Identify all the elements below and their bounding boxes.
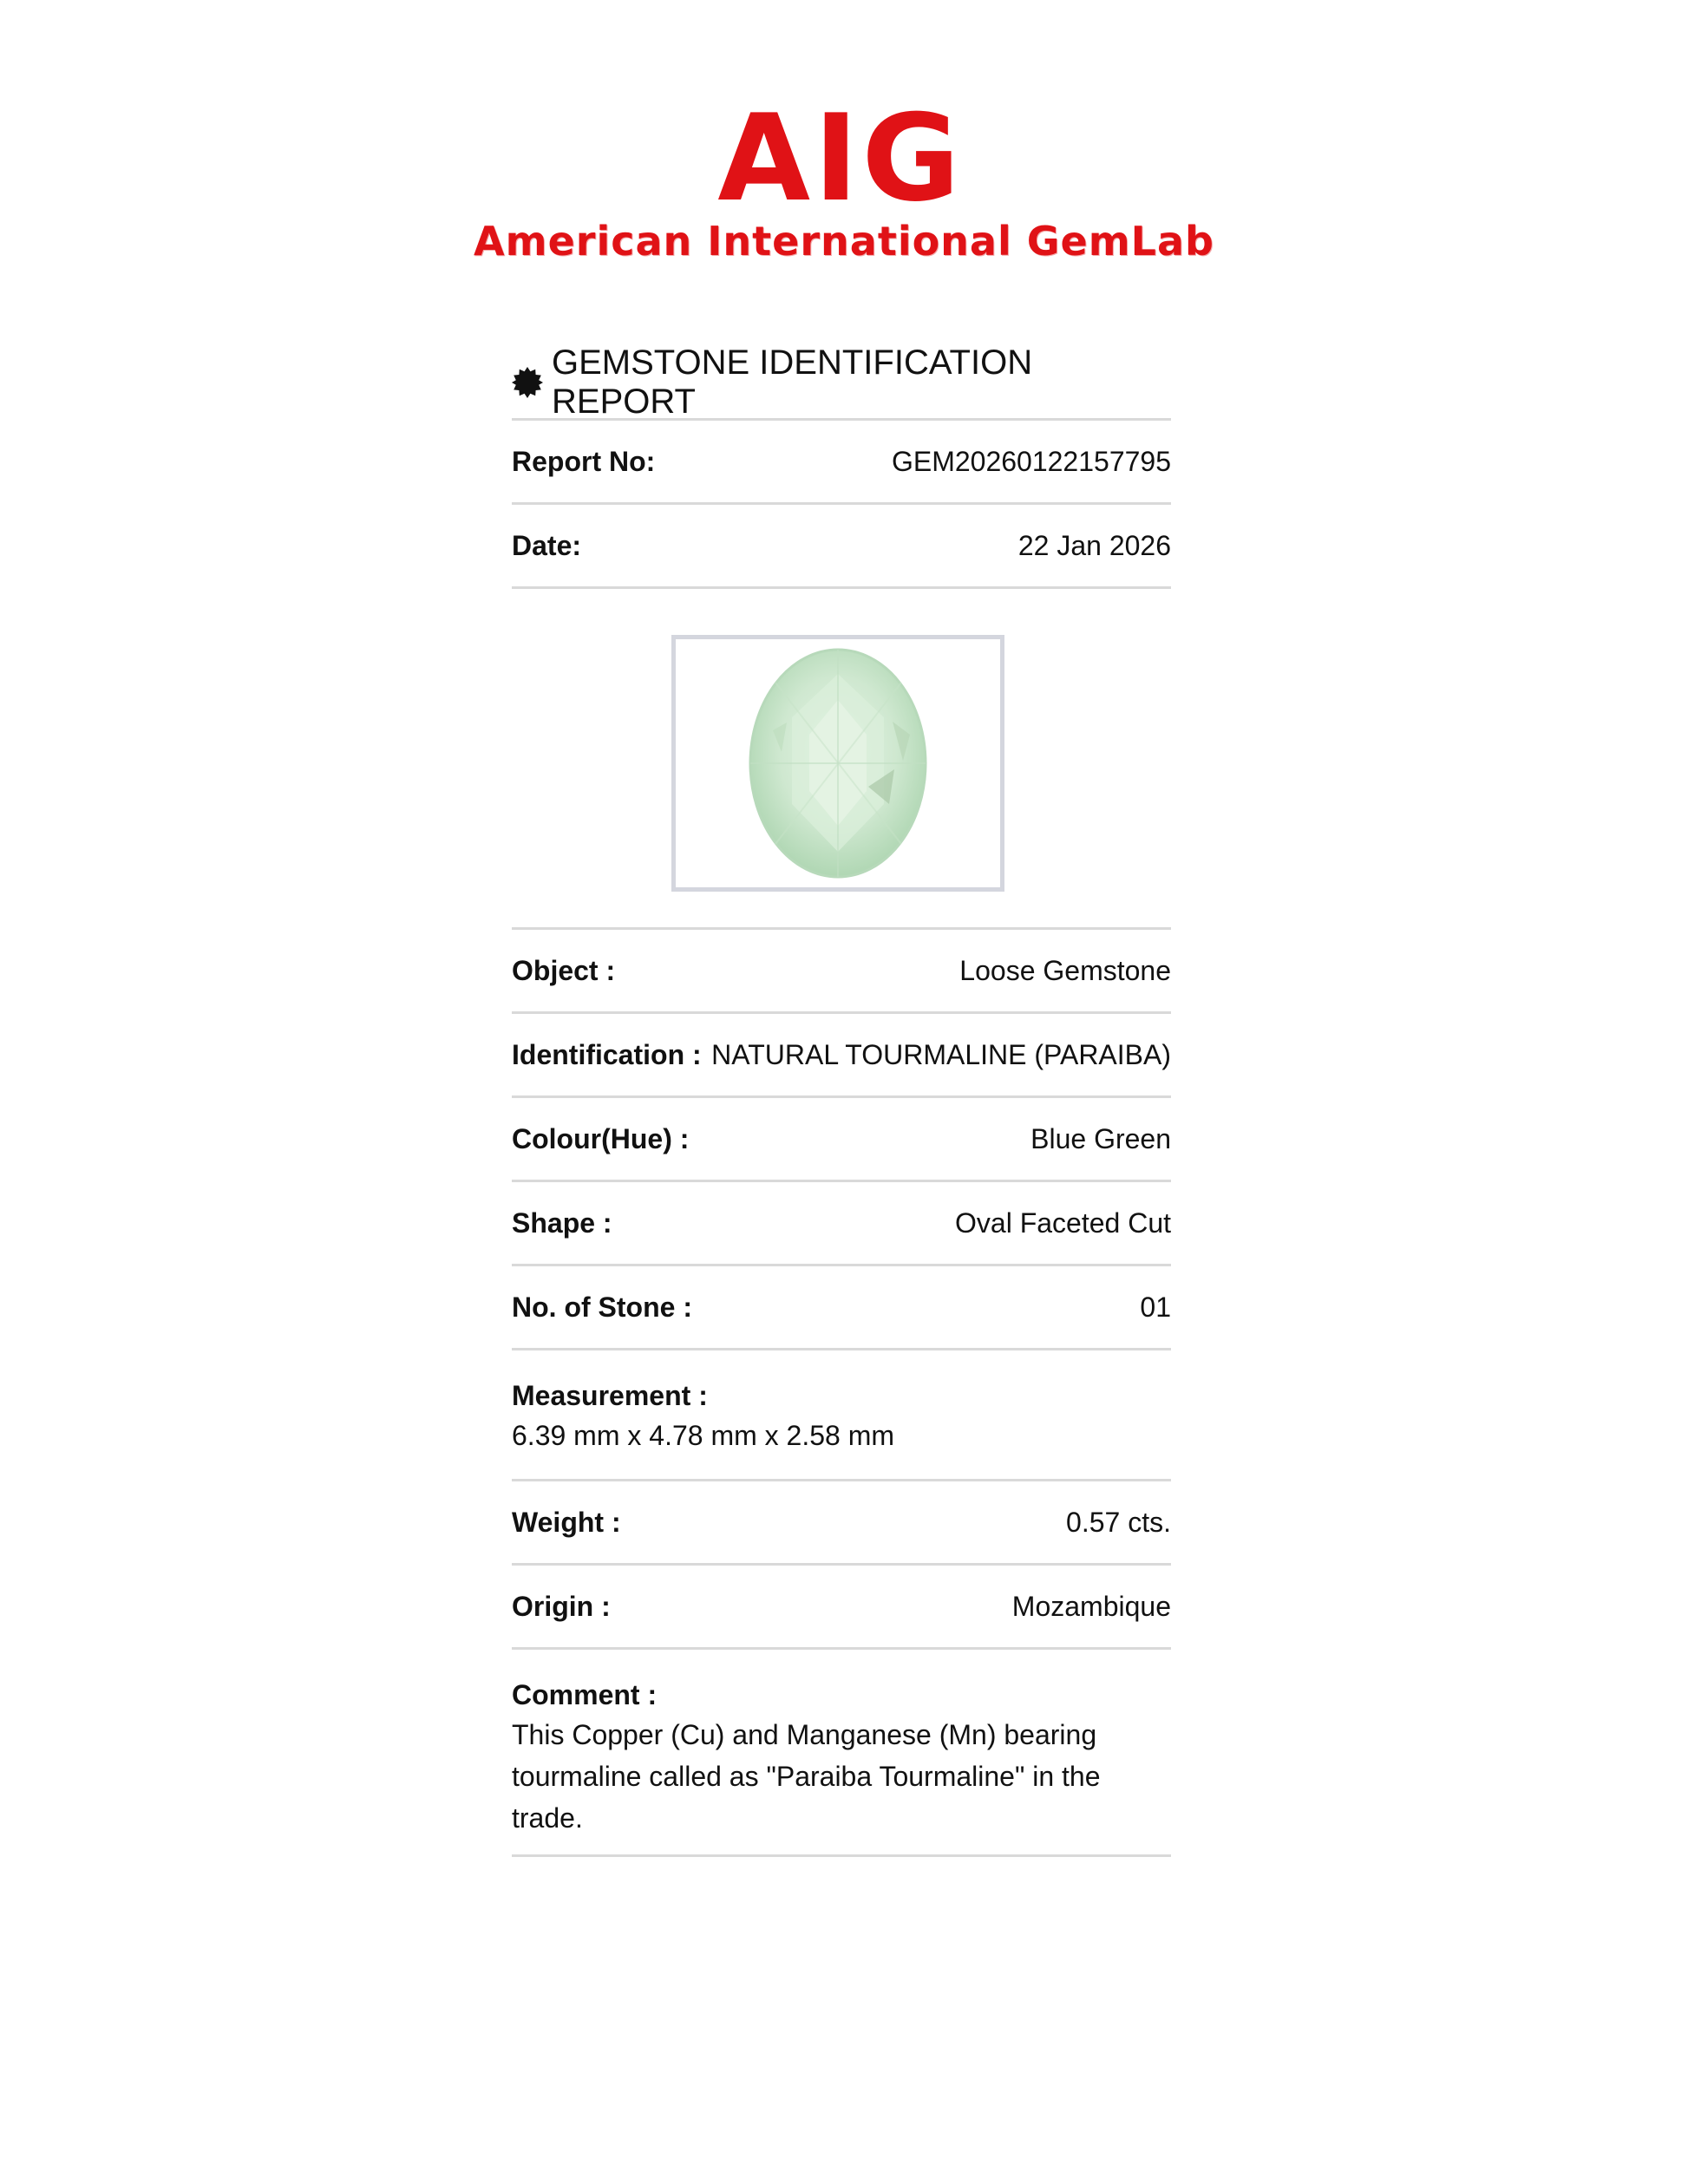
logo-mark: AIG	[717, 88, 964, 228]
shape-value: Oval Faceted Cut	[955, 1206, 1171, 1239]
measurement-row	[512, 1350, 1171, 1481]
shape-label: Shape :	[512, 1206, 612, 1239]
origin-row	[512, 1566, 1171, 1650]
report-header	[512, 343, 1171, 421]
photo-section	[512, 589, 1171, 930]
weight-value: 0.57 cts.	[1066, 1506, 1171, 1538]
stone-count-label: No. of Stone :	[512, 1291, 692, 1323]
date-value: 22 Jan 2026	[1017, 529, 1171, 561]
comment-row	[512, 1650, 1171, 1857]
logo-name: American International GemLab	[474, 218, 1214, 265]
report-card	[512, 343, 1171, 1857]
weight-row	[512, 1481, 1171, 1566]
weight-label: Weight :	[512, 1506, 621, 1538]
object-row	[512, 930, 1171, 1014]
measurement-label: Measurement :	[512, 1380, 708, 1411]
object-value: Loose Gemstone	[959, 954, 1171, 986]
date-row	[512, 505, 1171, 589]
stone-count-row	[512, 1266, 1171, 1350]
identification-label: Identification :	[512, 1038, 702, 1070]
aig-logo	[0, 88, 1688, 265]
badge-icon	[512, 367, 543, 398]
origin-label: Origin :	[512, 1590, 611, 1622]
colour-value: Blue Green	[1030, 1122, 1171, 1154]
colour-row	[512, 1098, 1171, 1182]
object-label: Object :	[512, 954, 616, 986]
colour-label: Colour(Hue) :	[512, 1122, 690, 1154]
stone-count-value: 01	[1140, 1291, 1171, 1323]
report-number-value: GEM20260122157795	[891, 445, 1171, 477]
report-number-row	[512, 421, 1171, 505]
identification-value: NATURAL TOURMALINE (PARAIBA)	[711, 1038, 1171, 1070]
measurement-value: 6.39 mm x 4.78 mm x 2.58 mm	[512, 1420, 895, 1451]
date-label: Date:	[512, 529, 582, 561]
report-number-label: Report No:	[512, 445, 656, 477]
comment-value: This Copper (Cu) and Manganese (Mn) bearing tourmaline called as "Paraiba Tourmaline" in the trade.	[512, 1719, 1101, 1834]
identification-row	[512, 1014, 1171, 1098]
shape-row	[512, 1182, 1171, 1266]
report-title: GEMSTONE IDENTIFICATION REPORT	[552, 343, 1033, 421]
gemstone-photo	[671, 635, 1004, 892]
origin-value: Mozambique	[1011, 1590, 1171, 1622]
comment-label: Comment :	[512, 1679, 658, 1710]
